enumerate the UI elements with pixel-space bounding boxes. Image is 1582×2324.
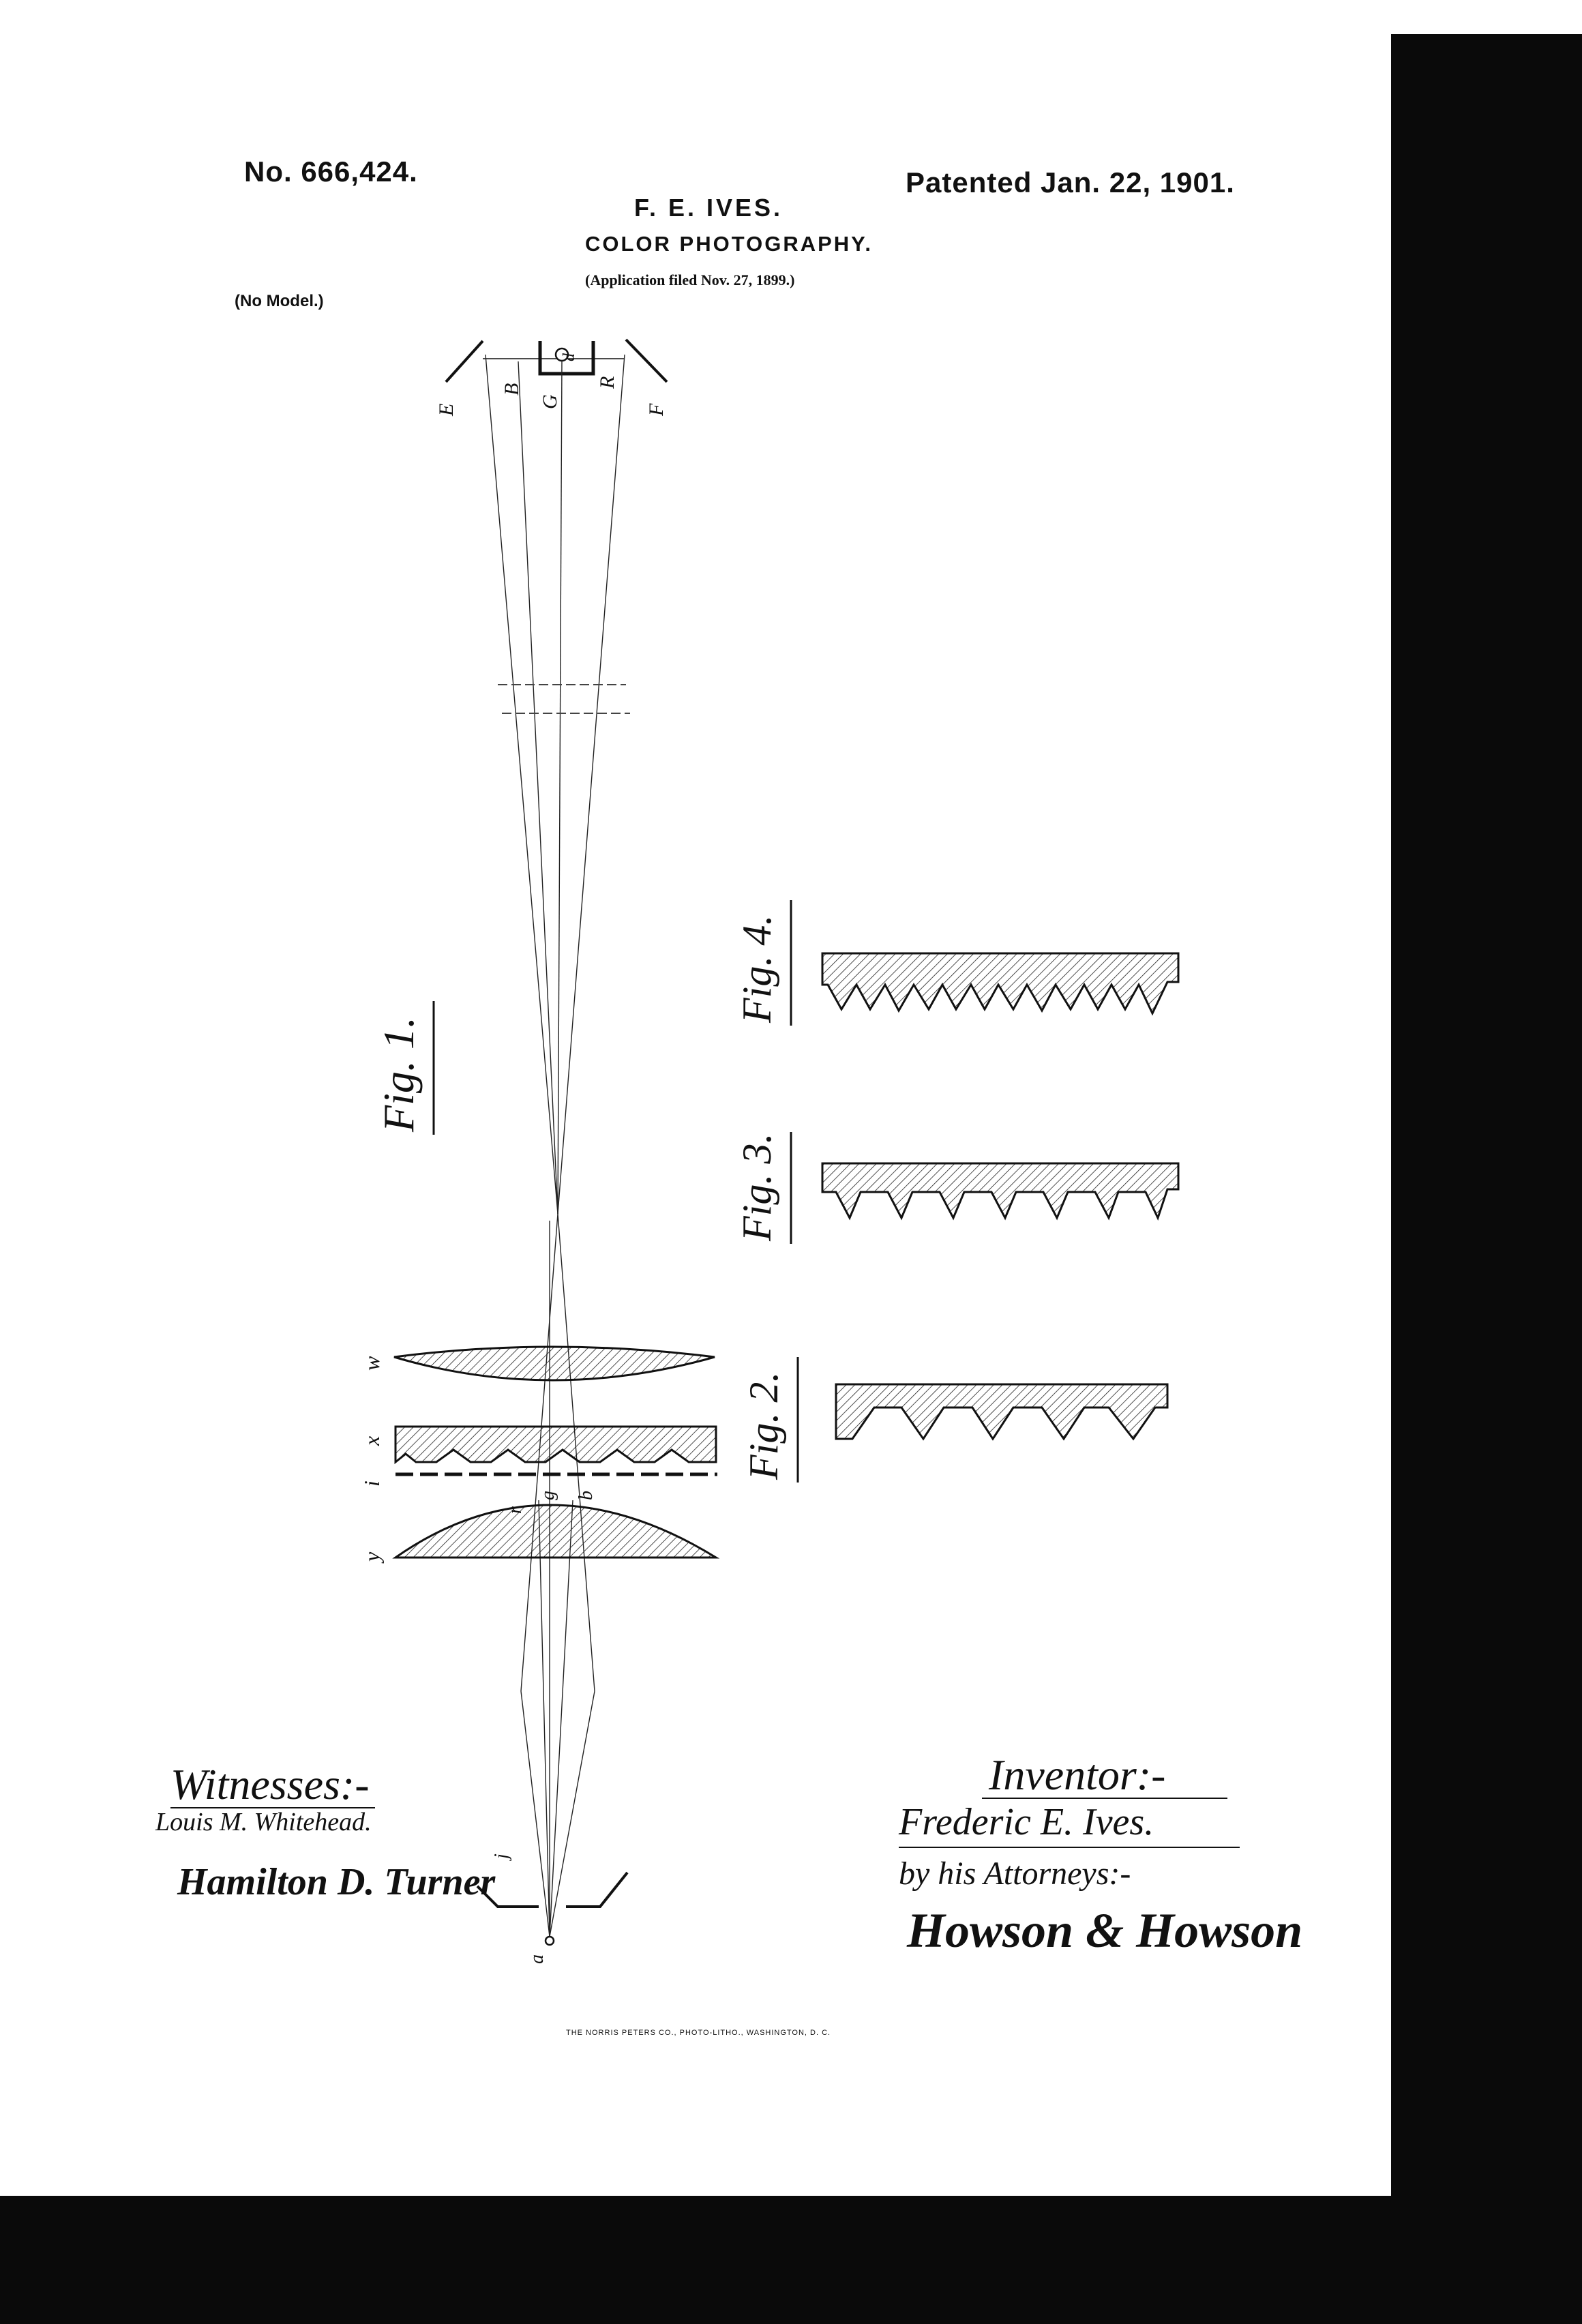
fig3-grating-profile	[822, 1163, 1178, 1218]
ref-letter-d: d	[561, 353, 578, 361]
attorneys-signature: Howson & Howson	[907, 1903, 1303, 1958]
fig4-label-group	[734, 900, 791, 1026]
ref-letter-i: i	[359, 1480, 384, 1487]
inventor-signature: Frederic E. Ives.	[899, 1801, 1154, 1843]
witnesses-label: Witnesses:-	[170, 1760, 370, 1808]
ref-letter-y: y	[359, 1551, 384, 1562]
fig4-grating-profile	[822, 953, 1178, 1013]
application-filed: (Application filed Nov. 27, 1899.)	[585, 271, 795, 288]
fig1-lens-y	[395, 1505, 716, 1558]
fig3-label: Fig. 3.	[734, 1133, 779, 1241]
ref-letter-w: w	[359, 1356, 384, 1371]
ref-letter-R: R	[596, 376, 618, 389]
fig2-label: Fig. 2.	[741, 1371, 786, 1480]
fig1-break-lines	[498, 685, 630, 713]
ref-letter-g: g	[537, 1491, 558, 1500]
ref-letter-b: b	[576, 1491, 597, 1500]
fig2-label-group	[741, 1357, 798, 1483]
fig1-diffraction-screen-x	[395, 1427, 716, 1462]
fig1-top-apparatus	[446, 340, 667, 382]
ref-letter-a: a	[526, 1954, 548, 1964]
ref-letter-j: j	[491, 1853, 512, 1859]
patent-number: No. 666,424.	[244, 155, 418, 188]
patent-date: Patented Jan. 22, 1901.	[906, 166, 1235, 198]
fig1-label-group	[374, 1001, 434, 1135]
scan-edge-bottom	[0, 2196, 1582, 2324]
witness-2-signature: Hamilton D. Turner	[177, 1861, 496, 1903]
inventor-underline	[982, 1798, 1227, 1799]
by-attorneys-label: by his Attorneys:-	[899, 1856, 1131, 1892]
fig2-grating-profile	[836, 1384, 1167, 1439]
ref-letter-B: B	[501, 383, 523, 396]
fig1-light-rays	[486, 355, 625, 1937]
fig1-label: Fig. 1.	[374, 1017, 423, 1132]
witness-1-signature: Louis M. Whitehead.	[155, 1808, 372, 1836]
patent-title: COLOR PHOTOGRAPHY.	[585, 232, 874, 256]
inventor-signature-underline	[899, 1847, 1240, 1848]
ref-letter-G: G	[539, 394, 561, 409]
inventor-label: Inventor:-	[989, 1751, 1166, 1799]
fig4-label: Fig. 4.	[734, 914, 779, 1023]
ref-letter-E: E	[435, 403, 458, 416]
ref-letter-r: r	[505, 1506, 526, 1514]
model-note: (No Model.)	[235, 292, 324, 310]
ref-letter-F: F	[645, 403, 668, 416]
ref-letter-x: x	[359, 1435, 384, 1446]
printer-credit: THE NORRIS PETERS CO., PHOTO-LITHO., WASHINGTON, D. C.	[566, 2029, 831, 2037]
inventor-header: F. E. IVES.	[634, 194, 783, 222]
fig3-label-group	[734, 1132, 791, 1244]
fig1-lens-w	[394, 1347, 715, 1380]
